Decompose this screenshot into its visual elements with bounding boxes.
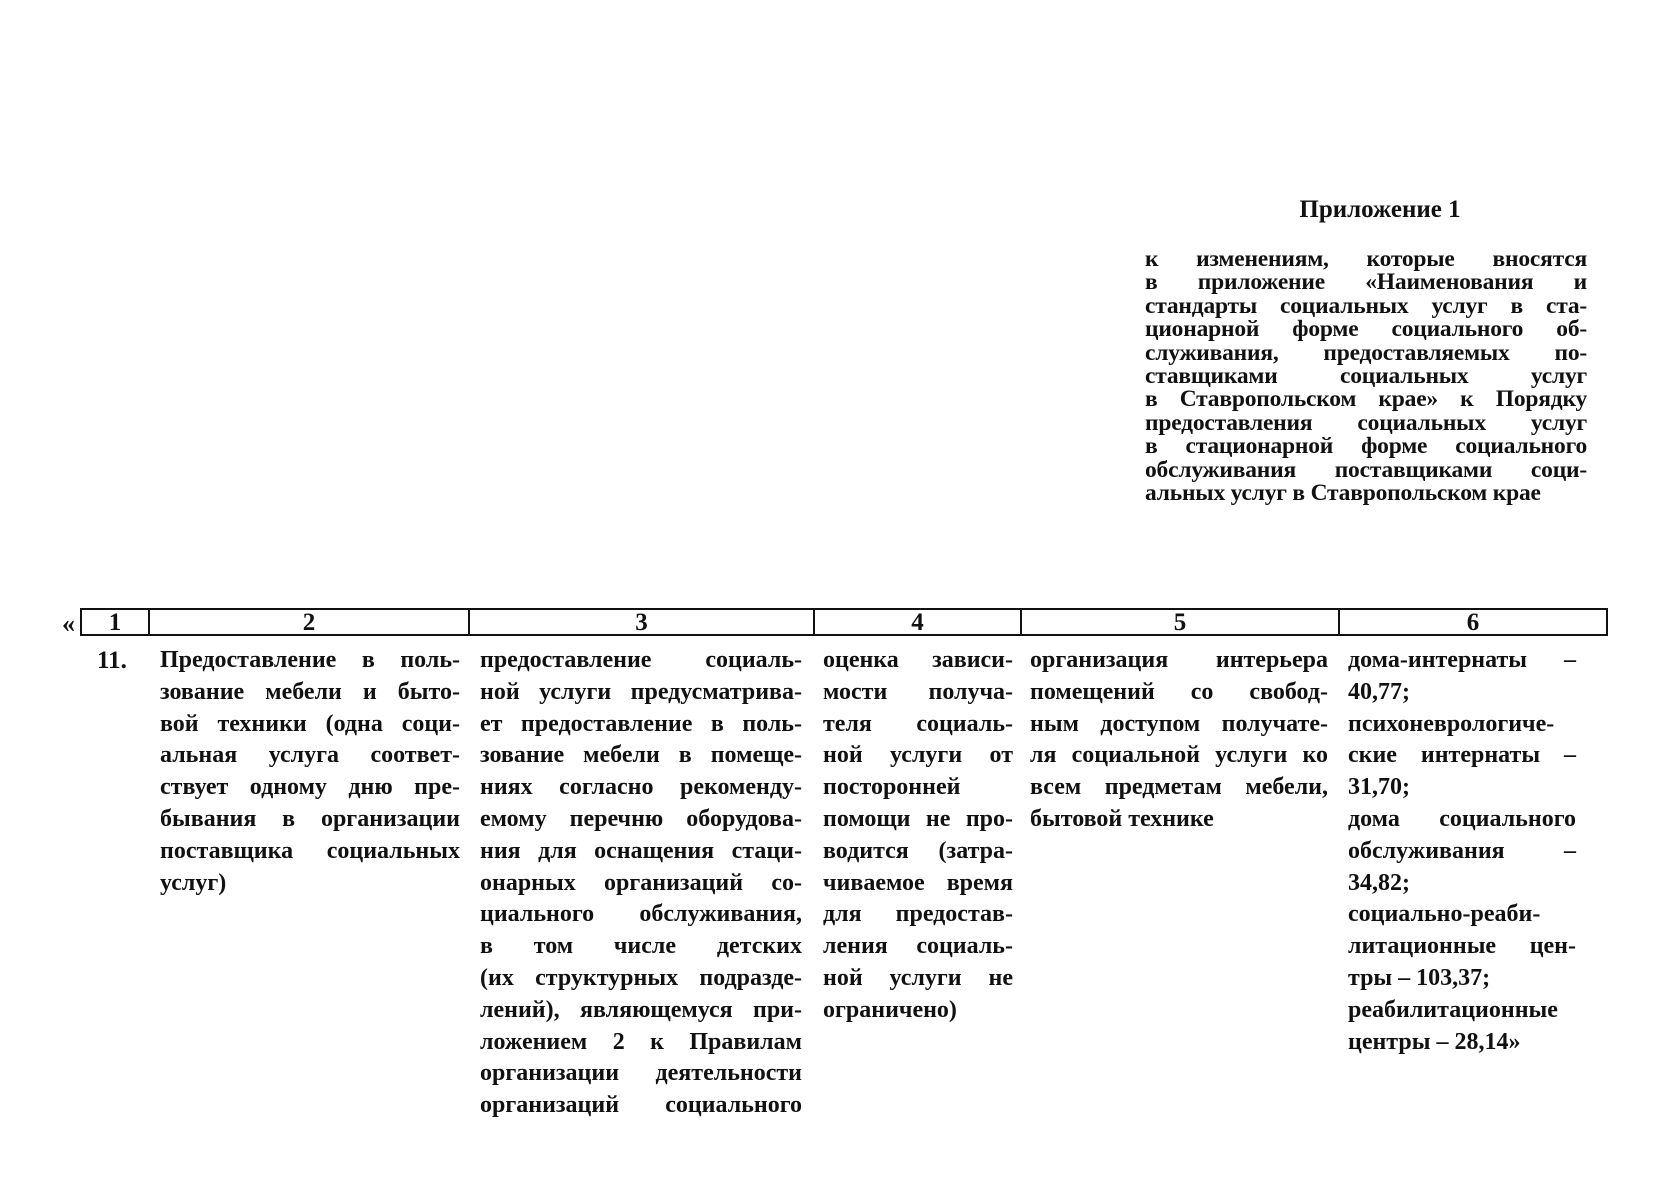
cell-line: социально-реаби- xyxy=(1348,901,1541,928)
cell-line: посторонней xyxy=(823,774,961,801)
cell-line: бытовой технике xyxy=(1030,805,1214,832)
cell-line: помощи не про- xyxy=(823,805,1013,832)
cell-line: ной услуги предусматрива- xyxy=(480,678,802,705)
cell-line: реабилитационные xyxy=(1348,996,1558,1023)
appendix-text-line: обслуживания поставщиками соци- xyxy=(1145,456,1587,483)
appendix-title: Приложение 1 xyxy=(1299,196,1461,223)
cell-line: Предоставление в поль- xyxy=(160,647,460,673)
cell-line: ным доступом получате- xyxy=(1030,710,1328,737)
cell-line: в том числе детских xyxy=(480,933,802,960)
row-number: 11. xyxy=(97,647,127,674)
cell-line: поставщика социальных xyxy=(160,837,460,864)
cell-line: ной услуги не xyxy=(823,964,1013,991)
appendix-text-line: в Ставропольском крае» к Порядку xyxy=(1145,386,1587,413)
appendix-text-line: предоставления социальных услуг xyxy=(1145,409,1587,436)
cell-line: теля социаль- xyxy=(823,710,1013,737)
cell-line: дома-интернаты – xyxy=(1348,647,1576,673)
cell-service-description xyxy=(480,645,802,1122)
appendix-text xyxy=(1145,248,1587,505)
cell-line: 31,70; xyxy=(1348,774,1410,801)
cell-line: центры – 28,14» xyxy=(1348,1028,1521,1055)
cell-line: мости получа- xyxy=(823,678,1013,705)
cell-line: организаций социального xyxy=(480,1092,802,1119)
cell-line: циального обслуживания, xyxy=(480,901,802,928)
cell-line: водится (затра- xyxy=(823,837,1013,864)
table-header-cell: 4 xyxy=(815,610,1022,634)
cell-line: зование мебели и быто- xyxy=(160,678,460,705)
cell-line: чиваемое время xyxy=(823,869,1013,896)
table-header-row xyxy=(80,608,1608,636)
cell-line: ложением 2 к Правилам xyxy=(480,1028,802,1055)
cell-service-name xyxy=(160,645,460,899)
cell-line: организации деятельности xyxy=(480,1060,802,1087)
appendix-text-line: в стационарной форме социального xyxy=(1145,433,1587,460)
appendix-text-line: к изменениям, которые вносятся xyxy=(1145,246,1587,272)
cell-line: емому перечню оборудова- xyxy=(480,805,802,832)
cell-tariffs xyxy=(1348,645,1576,1058)
cell-line: 34,82; xyxy=(1348,869,1410,896)
appendix-text-line: служивания, предоставляемых по- xyxy=(1145,339,1587,366)
cell-service-conditions xyxy=(1030,645,1328,836)
appendix-text-line: стандарты социальных услуг в ста- xyxy=(1145,292,1587,319)
appendix-text-line: ставщиками социальных услуг xyxy=(1145,363,1587,390)
cell-line: ля социальной услуги ко xyxy=(1030,742,1328,769)
cell-line: услуг) xyxy=(160,869,227,896)
table-header-cell: 5 xyxy=(1022,610,1340,634)
cell-line: дома социального xyxy=(1348,805,1576,832)
cell-line: зование мебели в помеще- xyxy=(480,742,802,769)
cell-line: ниях согласно рекоменду- xyxy=(480,774,802,801)
appendix-text-line: в приложение «Наименования и xyxy=(1145,269,1587,296)
cell-line: лений), являющемуся при- xyxy=(480,996,802,1023)
appendix-text-line: ционарной форме социального об- xyxy=(1145,316,1587,343)
cell-line: ствует одному дню пре- xyxy=(160,774,460,801)
cell-service-volume xyxy=(823,645,1013,1027)
cell-line: помещений со свобод- xyxy=(1030,678,1328,705)
cell-line: ной услуги от xyxy=(823,742,1013,769)
table-header-cell: 1 xyxy=(82,610,150,634)
cell-line: вой техники (одна соци- xyxy=(160,710,460,737)
table-header-cell: 2 xyxy=(150,610,470,634)
cell-line: ния для оснащения стаци- xyxy=(480,837,802,864)
cell-line: ские интернаты – xyxy=(1348,742,1576,769)
cell-line: онарных организаций со- xyxy=(480,869,802,896)
cell-line: тры – 103,37; xyxy=(1348,964,1491,991)
cell-line: (их структурных подразде- xyxy=(480,964,802,991)
cell-line: ления социаль- xyxy=(823,933,1013,960)
cell-line: литационные цен- xyxy=(1348,933,1576,960)
cell-line: организация интерьера xyxy=(1030,647,1328,673)
cell-line: альная услуга соответ- xyxy=(160,742,460,769)
cell-line: всем предметам мебели, xyxy=(1030,774,1328,801)
cell-line: ет предоставление в поль- xyxy=(480,710,802,737)
appendix-text-line: альных услуг в Ставропольском крае xyxy=(1145,480,1541,507)
cell-line: 40,77; xyxy=(1348,678,1410,705)
cell-line: психоневрологиче- xyxy=(1348,710,1555,737)
cell-line: оценка зависи- xyxy=(823,647,1013,673)
table-header-cell: 6 xyxy=(1466,609,1480,636)
cell-line: обслуживания – xyxy=(1348,837,1576,864)
cell-line: для предостав- xyxy=(823,901,1013,928)
table-header-cell: 3 xyxy=(470,610,815,634)
cell-line: ограничено) xyxy=(823,996,957,1023)
cell-line: предоставление социаль- xyxy=(480,647,802,673)
cell-line: бывания в организации xyxy=(160,805,460,832)
opening-quote-mark: « xyxy=(62,609,75,638)
